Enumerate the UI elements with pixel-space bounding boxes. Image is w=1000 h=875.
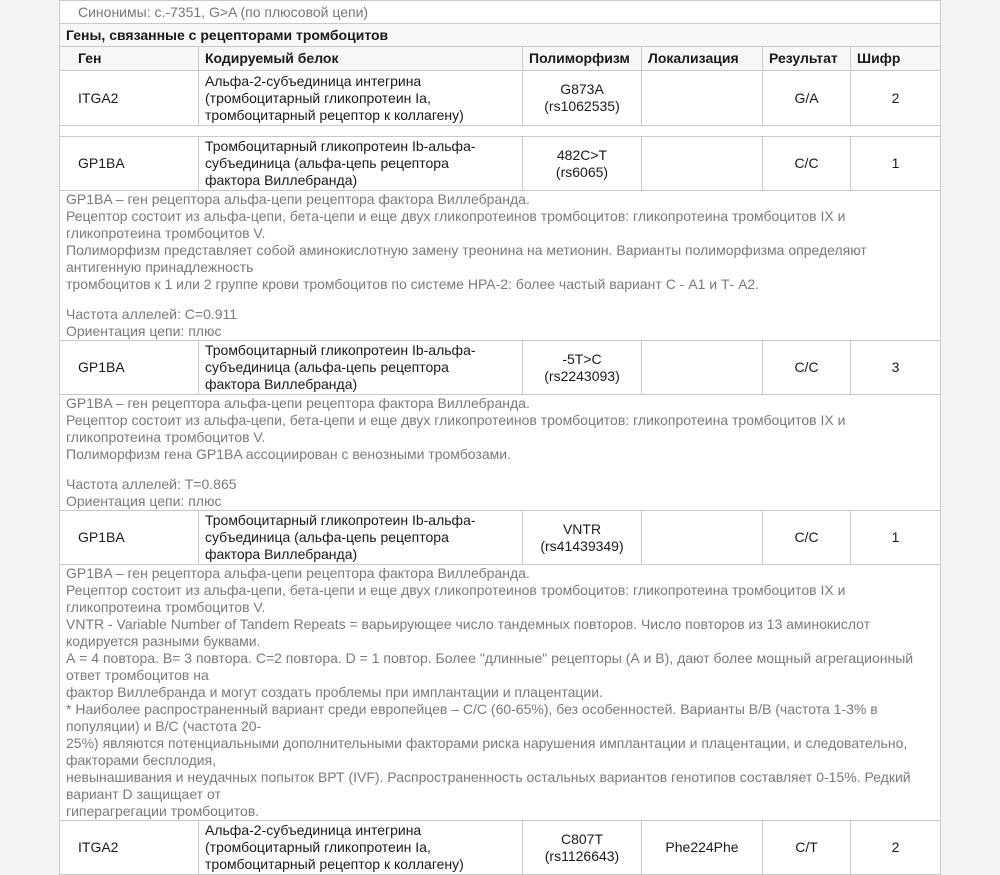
polymorphism-name: C807T [560, 830, 604, 847]
gene-note-row [60, 191, 941, 341]
header-location: Локализация [642, 47, 763, 71]
gene-cell: GP1BA [60, 511, 199, 565]
location-cell [642, 511, 763, 565]
polymorphism-cell [523, 137, 642, 191]
header-row [60, 47, 941, 71]
result-cell: C/C [763, 137, 851, 191]
gene-note [60, 191, 941, 341]
note-line: тромбоцитов к 1 или 2 группе крови тромбоцитов по системе HPA-2: более частый вариант С - А1 и Т- А2. [66, 276, 760, 292]
note-line: 25%) являются потенциальными дополнительными факторами риска нарушения имплантации и плацентации, и следовательно, факторами бесплодия, [66, 735, 908, 768]
result-cell: C/T [763, 821, 851, 875]
polymorphism-rsid: (rs41439349) [540, 537, 624, 554]
table-row [60, 341, 941, 395]
note-line: фактор Виллебранда и могут создать проблемы при имплантации и плацентации. [66, 684, 603, 700]
protein-line: Тромбоцитарный гликопротеин Ib-альфа- [205, 342, 476, 358]
gene-cell: GP1BA [60, 341, 199, 395]
result-cell: G/A [763, 71, 851, 126]
note-line: Рецептор состоит из альфа-цепи, бета-цепи и еще двух гликопротеинов тромбоцитов: гликопротеина тромбоцитов IX и гликопротеина тромбоцитов V. [66, 582, 846, 615]
note-line: Полиморфизм гена GP1BA ассоциирован с венозными тромбозами. [66, 446, 511, 462]
note-line: Частота аллелей: C=0.911 [66, 306, 238, 322]
section-title: Гены, связанные с рецепторами тромбоцитов [60, 24, 941, 47]
result-cell: C/C [763, 511, 851, 565]
gene-note [60, 565, 941, 821]
note-line: VNTR - Variable Number of Tandem Repeats = варьирующее число тандемных повторов. Число повторов из 13 аминокислот кодируется разными буквами. [66, 616, 871, 649]
protein-line: тромбоцитарный рецептор к коллагену) [205, 856, 464, 872]
protein-line: Альфа-2-субъединица интегрина [205, 822, 422, 838]
gene-note-row [60, 395, 941, 511]
polymorphism-rsid: (rs1126643) [544, 847, 620, 864]
protein-line: Тромбоцитарный гликопротеин Ib-альфа- [205, 512, 476, 528]
protein-line: субъединица (альфа-цепь рецептора [205, 529, 449, 545]
synonyms-text: Синонимы: с.-7351, G>A (по плюсовой цепи) [60, 1, 941, 24]
header-gene: Ген [60, 47, 199, 71]
protein-line: фактора Виллебранда) [205, 376, 358, 392]
code-cell: 1 [851, 511, 941, 565]
location-cell: Phe224Phe [642, 821, 763, 875]
polymorphism-name: -5T>C [562, 350, 602, 367]
protein-cell [199, 821, 523, 875]
note-line: А = 4 повтора. В= 3 повтора. С=2 повтора. D = 1 повтор. Более "длинные" рецепторы (А и В), дают более мощный агрегационный ответ тромбоцитов на [66, 650, 914, 683]
gene-note-row [60, 565, 941, 821]
note-line: GP1BA – ген рецептора альфа-цепи рецептора фактора Виллебранда. [66, 191, 530, 207]
polymorphism-cell [523, 71, 642, 126]
code-cell: 3 [851, 341, 941, 395]
protein-line: (тромбоцитарный гликопротеин Ia, [205, 839, 431, 855]
polymorphism-rsid: (rs6065) [555, 163, 609, 180]
protein-line: фактора Виллебранда) [205, 546, 358, 562]
note-line: гиперагрегации тромбоцитов. [66, 803, 260, 819]
protein-cell [199, 71, 523, 126]
gene-note [60, 395, 941, 511]
polymorphism-name: G873A [560, 81, 604, 97]
note-line: Ориентация цепи: плюс [66, 493, 222, 509]
protein-line: Тромбоцитарный гликопротеин Ib-альфа- [205, 138, 476, 154]
synonyms-row [60, 1, 941, 24]
gene-cell: ITGA2 [60, 821, 199, 875]
protein-cell [199, 341, 523, 395]
header-code: Шифр [851, 47, 941, 71]
note-line: Ориентация цепи: плюс [66, 323, 222, 339]
gene-cell: ITGA2 [60, 71, 199, 126]
protein-line: (тромбоцитарный гликопротеин Ia, [205, 89, 431, 106]
note-line: * Наиболее распространенный вариант среди европейцев – С/С (60-65%), без особенностей. Варианты В/В (частота 1-3% в популяции) и В/С (частота 20- [66, 701, 878, 734]
protein-line: субъединица (альфа-цепь рецептора [205, 155, 449, 171]
header-polymorphism: Полиморфизм [523, 47, 642, 71]
header-protein: Кодируемый белок [199, 47, 523, 71]
code-cell: 1 [851, 137, 941, 191]
note-line: GP1BA – ген рецептора альфа-цепи рецептора фактора Виллебранда. [66, 565, 530, 581]
protein-line: тромбоцитарный рецептор к коллагену) [205, 106, 464, 123]
protein-line: фактора Виллебранда) [205, 172, 358, 188]
protein-line: Альфа-2-субъединица интегрина [205, 72, 422, 89]
table-row [60, 821, 941, 875]
table-row [60, 511, 941, 565]
note-line: Рецептор состоит из альфа-цепи, бета-цепи и еще двух гликопротеинов тромбоцитов: гликопротеина тромбоцитов IX и гликопротеина тромбоцитов V. [66, 208, 846, 241]
protein-cell [199, 137, 523, 191]
section-title-row [60, 24, 941, 47]
table-row [60, 137, 941, 191]
code-cell: 2 [851, 71, 941, 126]
note-line: GP1BA – ген рецептора альфа-цепи рецептора фактора Виллебранда. [66, 395, 530, 411]
platelet-receptor-genes-table [59, 0, 941, 875]
polymorphism-rsid: (rs1062535) [544, 98, 620, 114]
protein-cell [199, 511, 523, 565]
location-cell [642, 341, 763, 395]
note-line: Рецептор состоит из альфа-цепи, бета-цепи и еще двух гликопротеинов тромбоцитов: гликопротеина тромбоцитов IX и гликопротеина тромбоцитов V. [66, 412, 846, 445]
polymorphism-cell [523, 511, 642, 565]
gene-cell: GP1BA [60, 137, 199, 191]
code-cell: 2 [851, 821, 941, 875]
polymorphism-name: VNTR [562, 520, 602, 537]
note-line: Частота аллелей: T=0.865 [66, 476, 237, 492]
protein-line: субъединица (альфа-цепь рецептора [205, 359, 449, 375]
polymorphism-rsid: (rs2243093) [544, 367, 620, 384]
polymorphism-cell [523, 341, 642, 395]
location-cell [642, 71, 763, 126]
table-row [60, 71, 941, 126]
header-result: Результат [763, 47, 851, 71]
location-cell [642, 137, 763, 191]
spacer-row [60, 126, 941, 137]
polymorphism-cell [523, 821, 642, 875]
polymorphism-name: 482C>T [556, 146, 608, 163]
note-line: невынашивания и неудачных попыток ВРТ (IVF). Распространенность остальных вариантов генотипов составляет 0-15%. Редкий вариант D защищает от [66, 769, 911, 802]
note-line: Полиморфизм представляет собой аминокислотную замену треонина на метионин. Варианты полиморфизма определяют антигенную принадлежность [66, 242, 867, 275]
result-cell: C/C [763, 341, 851, 395]
